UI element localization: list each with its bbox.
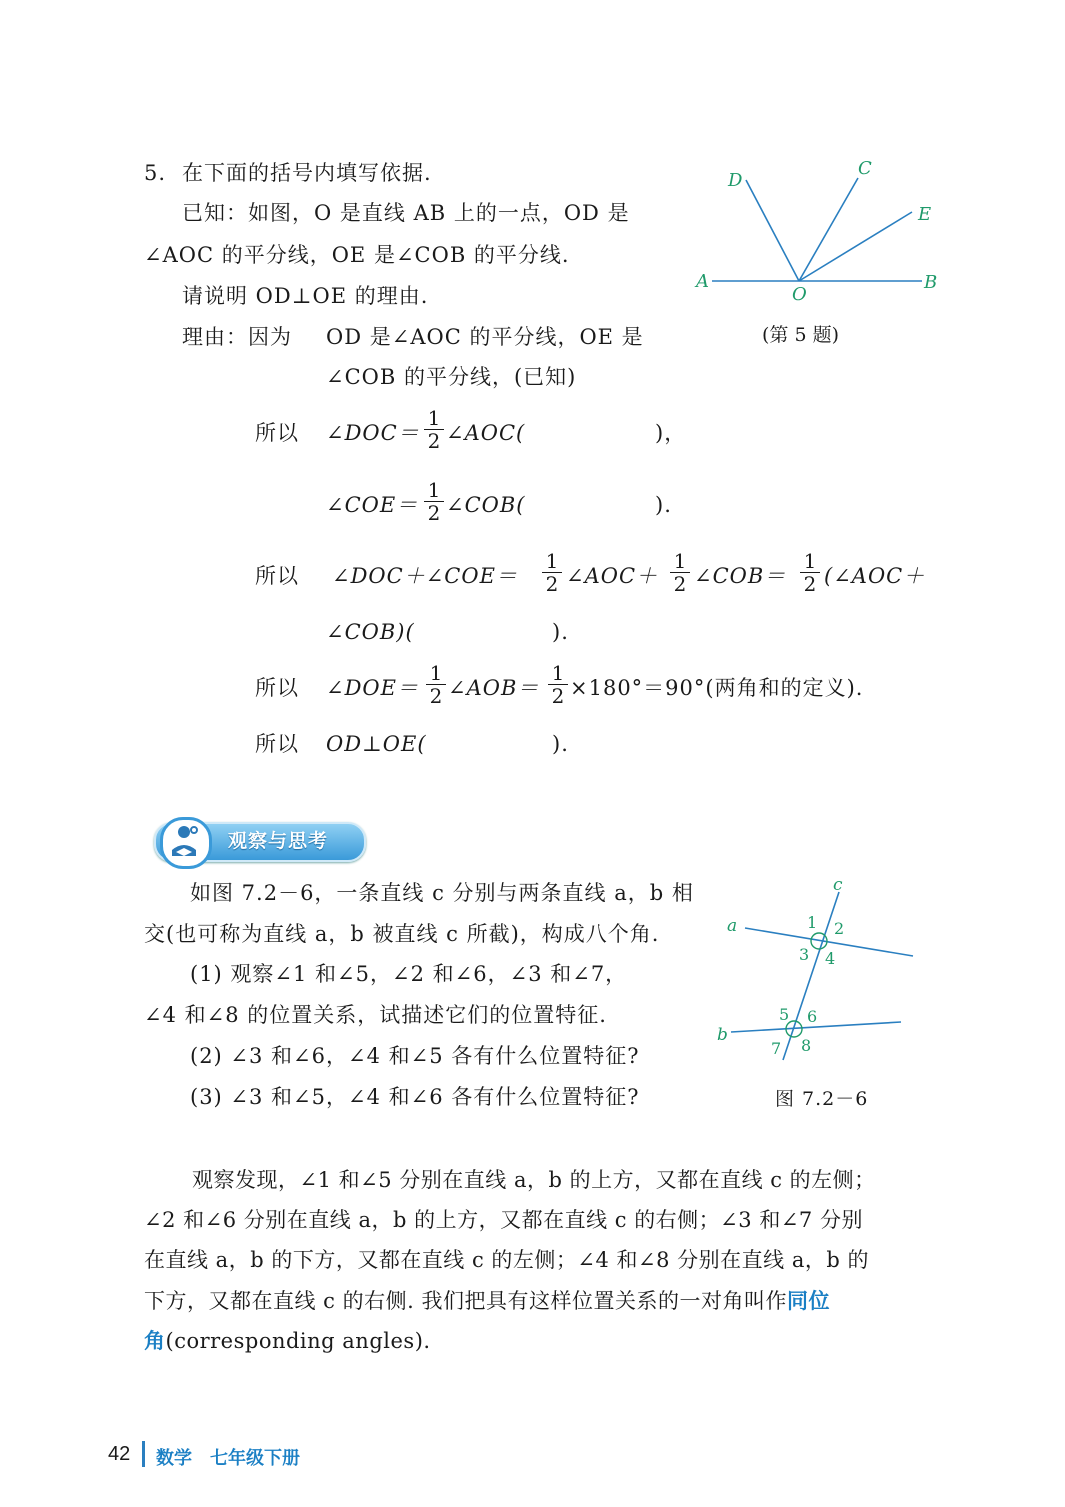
banner-title: 观察与思考 <box>228 830 329 852</box>
label-c: C <box>858 158 872 179</box>
label-line-b: b <box>717 1025 728 1045</box>
angle-label-3: 3 <box>799 945 810 964</box>
step2-blank-close: ). <box>655 493 672 517</box>
step2-rhs: ∠COB( <box>446 493 526 517</box>
reader-icon <box>163 820 209 866</box>
reason-label: 理由：因为 <box>182 325 292 349</box>
label-line-a: a <box>727 916 738 936</box>
page-number: 42 <box>108 1443 131 1465</box>
conclusion-line-4-text: 下方，又都在直线 c 的右侧. 我们把具有这样位置关系的一对角叫作 <box>144 1289 787 1313</box>
reason-line-2: ∠COB 的平分线，(已知) <box>326 365 577 389</box>
conclusion-line-4 <box>144 1281 830 1321</box>
problem-number: 5. <box>144 161 167 185</box>
label-o: O <box>792 284 807 305</box>
step1-lhs: ∠DOC＝ <box>326 421 420 445</box>
conclusion-line-2: ∠2 和∠6 分别在直线 a，b 的上方，又都在直线 c 的右侧；∠3 和∠7 分别 <box>144 1208 863 1232</box>
footer-divider <box>142 1441 145 1467</box>
intro-line-1: 如图 7.2－6，一条直线 c 分别与两条直线 a，b 相 <box>190 881 694 905</box>
conclusion-line-3: 在直线 a，b 的下方，又都在直线 c 的左侧；∠4 和∠8 分别在直线 a，b 的 <box>144 1248 870 1272</box>
step3-part-a: ∠DOC＋∠COE＝ <box>332 564 518 588</box>
ray-oe <box>799 212 912 281</box>
step3-part-d: (∠AOC＋ <box>824 564 926 588</box>
question-1-line-2: ∠4 和∠8 的位置关系，试描述它们的位置特征. <box>144 1003 607 1027</box>
step2-lhs: ∠COE＝ <box>326 493 419 517</box>
fraction-half: $\frac{1}{2}$ <box>426 662 446 707</box>
label-a: A <box>696 271 709 292</box>
step3-part-b: ∠AOC＋ <box>566 564 659 588</box>
reason-line-1: OD 是∠AOC 的平分线，OE 是 <box>326 325 644 349</box>
banner-icon <box>160 817 212 869</box>
fraction-half: $\frac{1}{2}$ <box>800 550 820 595</box>
step4-part-a: ∠DOE＝ <box>326 676 419 700</box>
label-d: D <box>728 170 743 191</box>
question-1-line-1: (1) 观察∠1 和∠5，∠2 和∠6，∠3 和∠7， <box>190 962 628 986</box>
step3-blank-close: ). <box>552 620 569 644</box>
given-line-1: 已知：如图，O 是直线 AB 上的一点，OD 是 <box>182 201 630 225</box>
angle-label-8: 8 <box>801 1036 812 1055</box>
problem-instruction: 在下面的括号内填写依据. <box>182 161 432 185</box>
angle-label-5: 5 <box>779 1005 790 1024</box>
step4-part-b: ∠AOB＝ <box>448 676 540 700</box>
ray-oc <box>799 178 858 281</box>
angle-label-4: 4 <box>825 949 836 968</box>
ray-od <box>746 180 799 281</box>
footer-book-title: 数学 七年级下册 <box>156 1448 300 1468</box>
label-e: E <box>918 204 932 225</box>
fraction-half: $\frac{1}{2}$ <box>548 662 568 707</box>
intro-line-2: 交(也可称为直线 a，b 被直线 c 所截)，构成八个角. <box>144 922 660 946</box>
fraction-half: $\frac{1}{2}$ <box>424 407 444 452</box>
angle-label-7: 7 <box>771 1039 782 1058</box>
step3-part-c: ∠COB＝ <box>694 564 787 588</box>
question-2: (2) ∠3 和∠6，∠4 和∠5 各有什么位置特征? <box>190 1044 640 1068</box>
step3-line-2: ∠COB)( <box>326 620 415 644</box>
question-3: (3) ∠3 和∠5，∠4 和∠6 各有什么位置特征? <box>190 1085 640 1109</box>
step1-blank-close: )， <box>655 421 687 445</box>
fraction-half: $\frac{1}{2}$ <box>670 550 690 595</box>
conclusion-line-1: 观察发现，∠1 和∠5 分别在直线 a，b 的上方，又都在直线 c 的左侧； <box>192 1168 876 1192</box>
conclusion-line-5 <box>144 1321 431 1361</box>
problem5-figure-caption: (第 5 题) <box>762 324 839 346</box>
angle-label-2: 2 <box>834 919 845 938</box>
angle-label-6: 6 <box>807 1007 818 1026</box>
step5-blank-close: ). <box>552 732 569 756</box>
so-label-3: 所以 <box>255 676 299 700</box>
label-b: B <box>924 272 938 293</box>
fraction-half: $\frac{1}{2}$ <box>424 479 444 524</box>
fraction-half: $\frac{1}{2}$ <box>542 550 562 595</box>
so-label-2: 所以 <box>255 564 299 588</box>
term-corresponding-angles-part2: 角 <box>144 1328 166 1353</box>
conclusion-line-5-text: (corresponding angles). <box>165 1329 431 1353</box>
angle-label-1: 1 <box>807 913 818 932</box>
given-line-2: ∠AOC 的平分线，OE 是∠COB 的平分线. <box>144 243 570 267</box>
step1-rhs: ∠AOC( <box>446 421 526 445</box>
transversal-figure <box>715 870 925 1070</box>
step4-part-c: ×180°＝90°(两角和的定义). <box>570 676 864 700</box>
term-corresponding-angles-part1: 同位 <box>786 1288 830 1313</box>
so-label-1: 所以 <box>255 421 299 445</box>
step5-part-a: OD⊥OE( <box>326 732 427 756</box>
so-label-4: 所以 <box>255 732 299 756</box>
transversal-figure-caption: 图 7.2－6 <box>775 1088 869 1110</box>
label-line-c: c <box>833 875 843 895</box>
ask-line: 请说明 OD⊥OE 的理由. <box>182 284 429 308</box>
section-banner <box>146 817 364 863</box>
